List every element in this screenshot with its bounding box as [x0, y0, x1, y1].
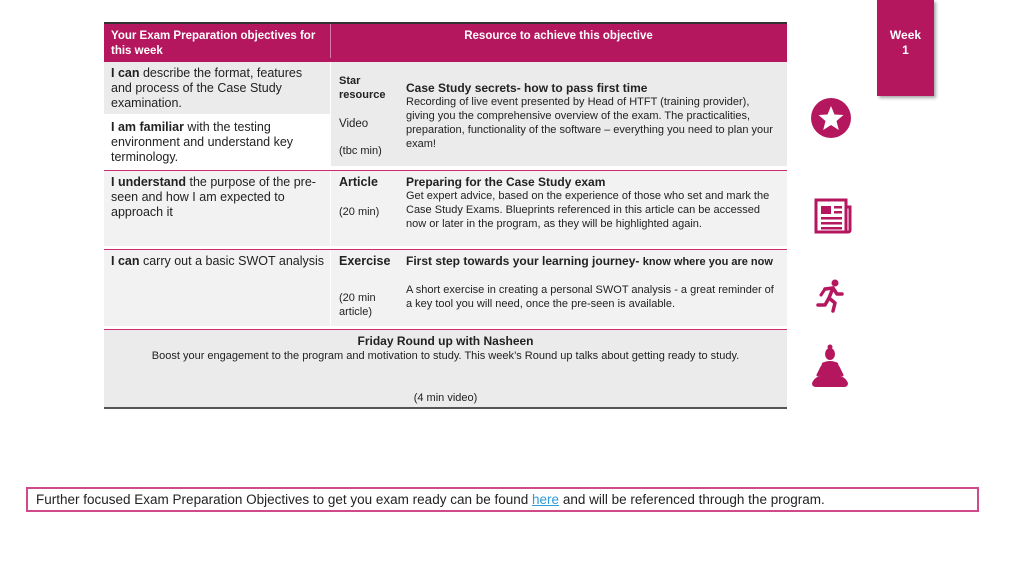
- week-badge: [877, 0, 934, 96]
- resource-title[interactable]: First step towards your learning journey- know where you are now: [406, 254, 773, 268]
- table-header: [104, 22, 787, 64]
- resource-type: Exercise: [339, 254, 391, 268]
- objective-text: I am familiar with the testing environment and understand key terminology.: [111, 120, 294, 164]
- star-icon: [811, 98, 851, 138]
- resource-description: A short exercise in creating a personal SWOT analysis - a great reminder of a key tool you will need, once the pre-seen is available.: [406, 284, 774, 310]
- resource-title[interactable]: Preparing for the Case Study exam: [406, 175, 606, 189]
- resource-title[interactable]: Case Study secrets- how to pass first time: [406, 81, 648, 95]
- table-row: [104, 170, 787, 248]
- resource-duration: (tbc min): [339, 145, 382, 157]
- resource-description: Recording of live event presented by Head of HTFT (training provider), giving you the comprehensive overview of the exam. The practicalities, preparation, functionality of the software – everything you need to plan your exam!: [406, 96, 773, 150]
- meditation-icon: [810, 343, 850, 389]
- resource-type: Article: [339, 175, 378, 189]
- friday-duration: (4 min video): [413, 392, 478, 404]
- resource-subtype: Video: [339, 118, 369, 130]
- objective-text: I understand the purpose of the pre-seen and how I am expected to approach it: [111, 175, 316, 219]
- resource-description: Get expert advice, based on the experience of those who set and mark the Case Study Exams. Blueprints referenced in this article can be accessed now or later in the program, as they will be highlighted again.: [406, 190, 770, 230]
- table-row: [104, 249, 787, 328]
- friday-description: Boost your engagement to the program and motivation to study. This week’s Round up talks about getting ready to study.: [151, 350, 740, 362]
- newspaper-icon: [814, 197, 852, 235]
- header-resource: Resource to achieve this objective: [330, 24, 786, 58]
- resource-type: Star resource: [339, 75, 386, 101]
- here-link[interactable]: here: [532, 492, 560, 507]
- footer-note: Further focused Exam Preparation Objectives to get you exam ready can be found here and will be referenced through the program.: [26, 487, 979, 512]
- objective-text: I can carry out a basic SWOT analysis: [111, 254, 325, 268]
- resource-duration: (20 min): [339, 206, 380, 218]
- header-objectives: Your Exam Preparation objectives for this week: [111, 30, 316, 57]
- objective-text: I can describe the format, features and process of the Case Study examination.: [111, 66, 303, 110]
- week-label: Week: [889, 28, 922, 42]
- table-row: [104, 62, 787, 168]
- friday-title[interactable]: Friday Round up with Nasheen: [357, 334, 534, 348]
- running-icon: [814, 279, 846, 313]
- friday-roundup-row: [104, 329, 787, 409]
- resource-duration: (20 min article): [339, 292, 376, 318]
- week-number: 1: [902, 43, 909, 57]
